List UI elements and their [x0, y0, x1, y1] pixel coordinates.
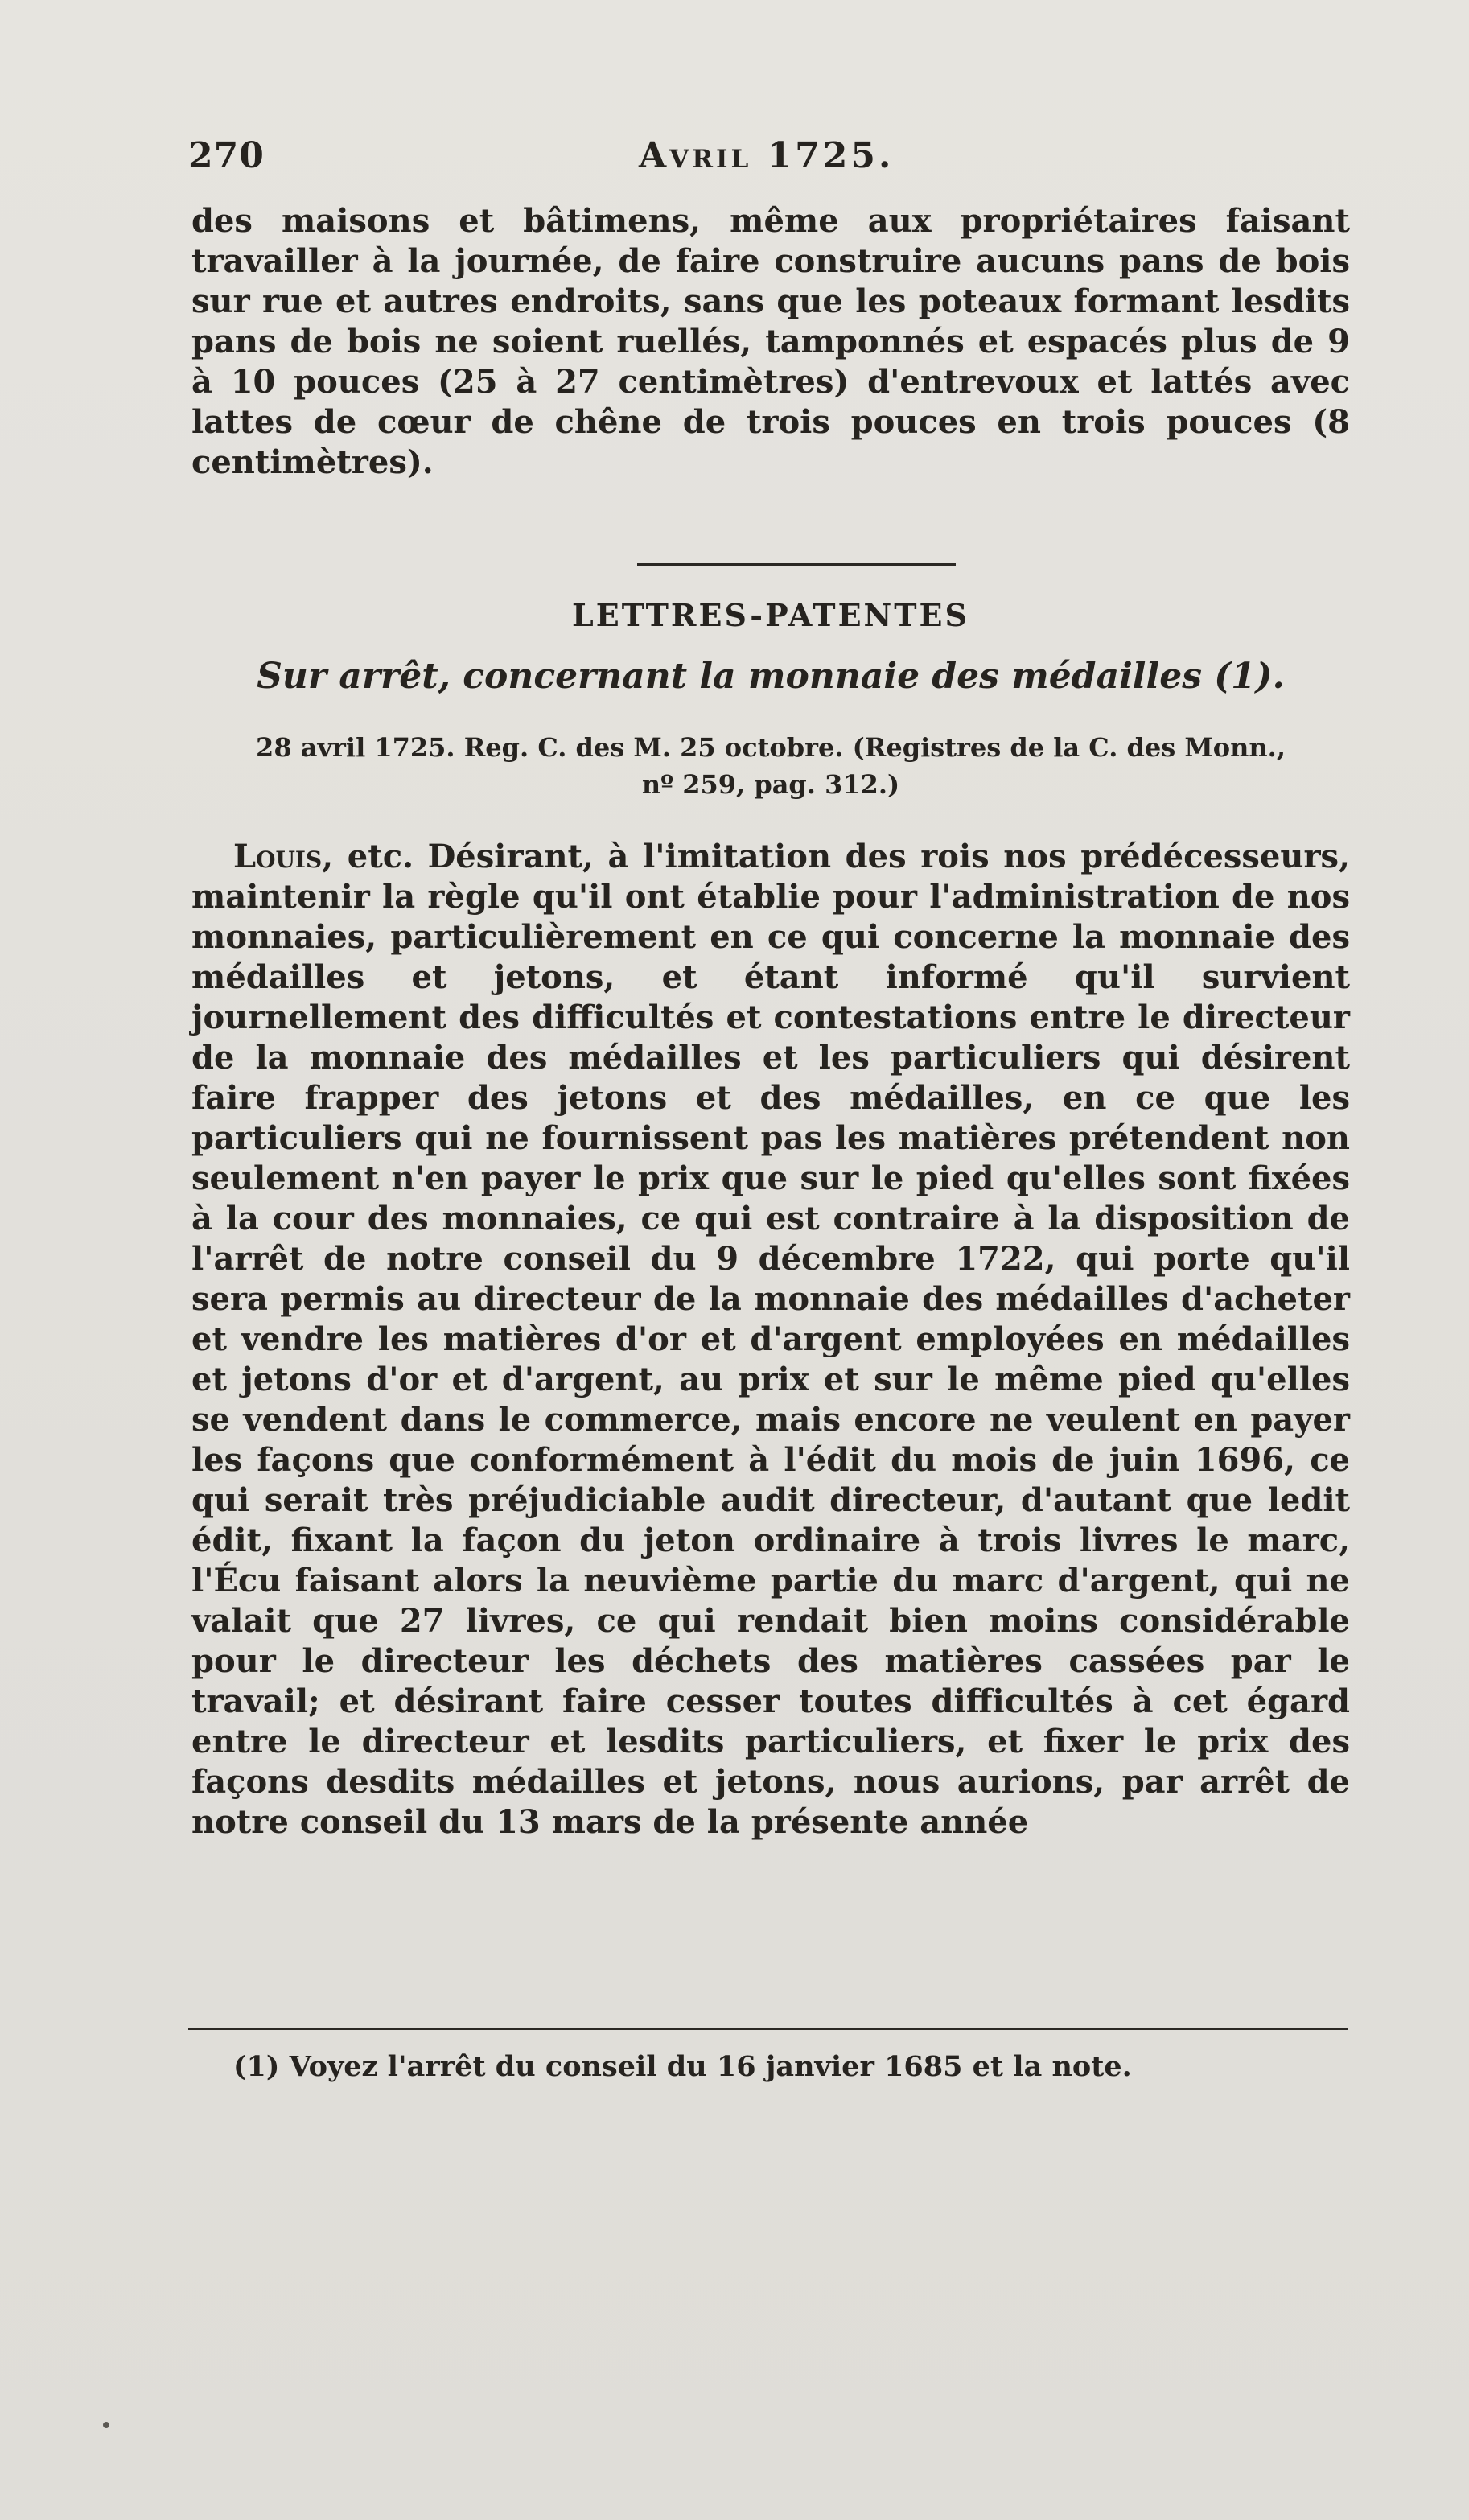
section-subtitle: Sur arrêt, concernant la monnaie des médailles (1).: [257, 656, 1285, 697]
page-header: [188, 135, 1347, 183]
reference-line-2: nº 259, pag. 312.): [641, 769, 900, 800]
registration-reference: [191, 729, 1350, 803]
footnote: (1) Voyez l'arrêt du conseil du 16 janvier 1685 et la note.: [233, 2050, 1132, 2083]
intro-paragraph: des maisons et bâtimens, même aux propriétaires faisant travailler à la journée, de faire construire aucuns pans de bois sur rue et autres endroits, sans que les poteaux formant lesdits pans de bois ne soient ruellés, tamponnés et espacés plus de 9 à 10 pouces (25 à 27 centimètres) d'entrevoux et lattés avec lattes de cœur de chêne de trois pouces en trois pouces (8 centimètres).: [191, 202, 1350, 481]
main-paragraph: [191, 837, 1350, 1843]
section-title: LETTRES-PATENTES: [572, 597, 969, 633]
running-head: Avril 1725.: [639, 135, 895, 176]
paper-speck: [103, 2422, 109, 2428]
section-divider: [637, 563, 956, 566]
reference-line-1: 28 avril 1725. Reg. C. des M. 25 octobre. (Registres de la C. des Monn.,: [256, 732, 1286, 763]
main-paragraph-text: , etc. Désirant, à l'imitation des rois nos prédécesseurs, maintenir la règle qu'il ont établie pour l'administration de nos monnaies, particulièrement en ce qui concerne la monnaie des médailles et jetons, et étant informé qu'il survient journellement des difficultés et contestations entre le directeur de la monnaie des médailles et les particuliers qui désirent faire frapper des jetons et des médailles, en ce que les particuliers qui ne fournissent pas les matières prétendent non seulement n'en payer le prix que sur le pied qu'elles sont fixées à la cour des monnaies, ce qui est contraire à la disposition de l'arrêt de notre conseil du 9 décembre 1722, qui porte qu'il sera permis au directeur de la monnaie des médailles d'acheter et vendre les matières d'or et d'argent employées en médailles et jetons d'or et d'argent, au prix et sur le même pied qu'elles se vendent dans le commerce, mais encore ne veulent en payer les façons que conformément à l'édit du mois de juin 1696, ce qui serait très préjudiciable audit directeur, d'autant que ledit édit, fixant la façon du jeton ordinaire à trois livres le marc, l'Écu faisant alors la neuvième partie du marc d'argent, qui ne valait que 27 livres, ce qui rendait bien moins considérable pour le directeur les déchets des matières cassées par le travail; et désirant faire cesser toutes difficultés à cet égard entre le directeur et lesdits particuliers, et fixer le prix des façons desdits médailles et jetons, nous aurions, par arrêt de notre conseil du 13 mars de la présente année: [191, 838, 1350, 1841]
page-number: 270: [188, 135, 265, 176]
opening-word: Louis: [233, 838, 323, 875]
footnote-divider: [188, 2028, 1348, 2030]
